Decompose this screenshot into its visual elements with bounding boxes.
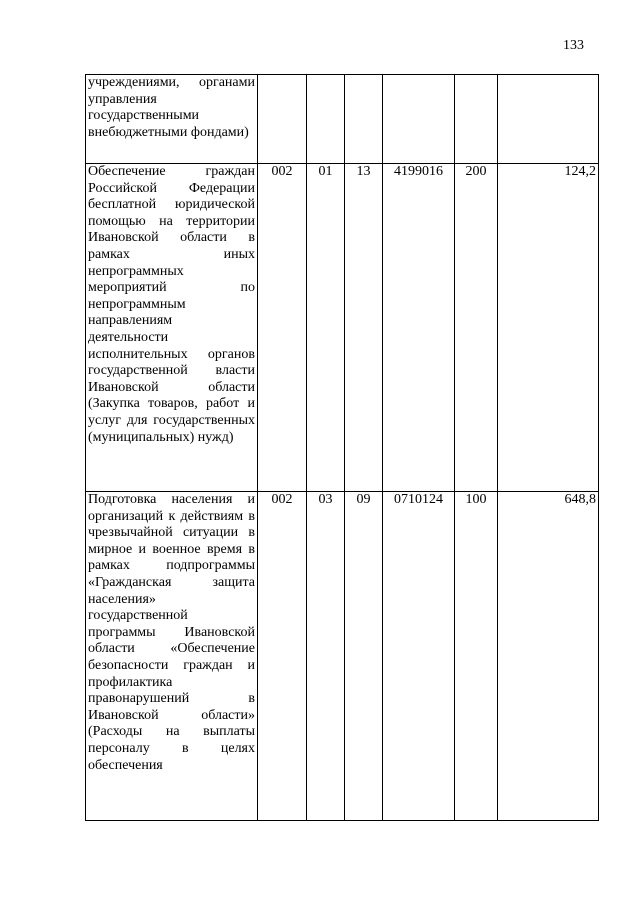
target-code-cell — [383, 75, 455, 164]
row-description-cell — [86, 75, 258, 164]
budget-table — [85, 74, 599, 821]
amount-cell: 648,8 — [498, 492, 599, 821]
ministry-code-cell: 002 — [258, 492, 307, 821]
ministry-code-cell: 002 — [258, 164, 307, 492]
amount-cell: 124,2 — [498, 164, 599, 492]
page-number: 133 — [563, 38, 584, 53]
ministry-code-cell — [258, 75, 307, 164]
expense-type-cell: 100 — [455, 492, 498, 821]
table-row — [86, 75, 599, 164]
row-description: учреждениями, органами управления государственными внебюджетными фондами) — [88, 75, 255, 140]
target-code-cell: 0710124 — [383, 492, 455, 821]
row-description: Обеспечение граждан Российской Федерации бесплатной юридической помощью на территории Ивановской области в рамках иных непрограммных мероприятий по непрограммным направлениям деятельности исполнительных органов государственной власти Ивановской области (Закупка товаров, работ и услуг для государственных (муниципальных) нужд) — [88, 164, 255, 445]
subsection-code-cell: 09 — [345, 492, 383, 821]
table-row — [86, 164, 599, 492]
expense-type-cell: 200 — [455, 164, 498, 492]
subsection-code-cell — [345, 75, 383, 164]
section-code-cell — [307, 75, 345, 164]
target-code-cell: 4199016 — [383, 164, 455, 492]
section-code-cell: 01 — [307, 164, 345, 492]
expense-type-cell — [455, 75, 498, 164]
subsection-code-cell: 13 — [345, 164, 383, 492]
section-code-cell: 03 — [307, 492, 345, 821]
row-description-cell — [86, 164, 258, 492]
amount-cell — [498, 75, 599, 164]
row-description-cell — [86, 492, 258, 821]
table-row — [86, 492, 599, 821]
row-description: Подготовка населения и организаций к действиям в чрезвычайной ситуации в мирное и военное время в рамках подпрограммы «Гражданская защита населения» государственной программы Ивановской области «Обеспечение безопасности граждан и профилактика правонарушений в Ивановской области» (Расходы на выплаты персоналу в целях обеспечения — [88, 492, 255, 773]
